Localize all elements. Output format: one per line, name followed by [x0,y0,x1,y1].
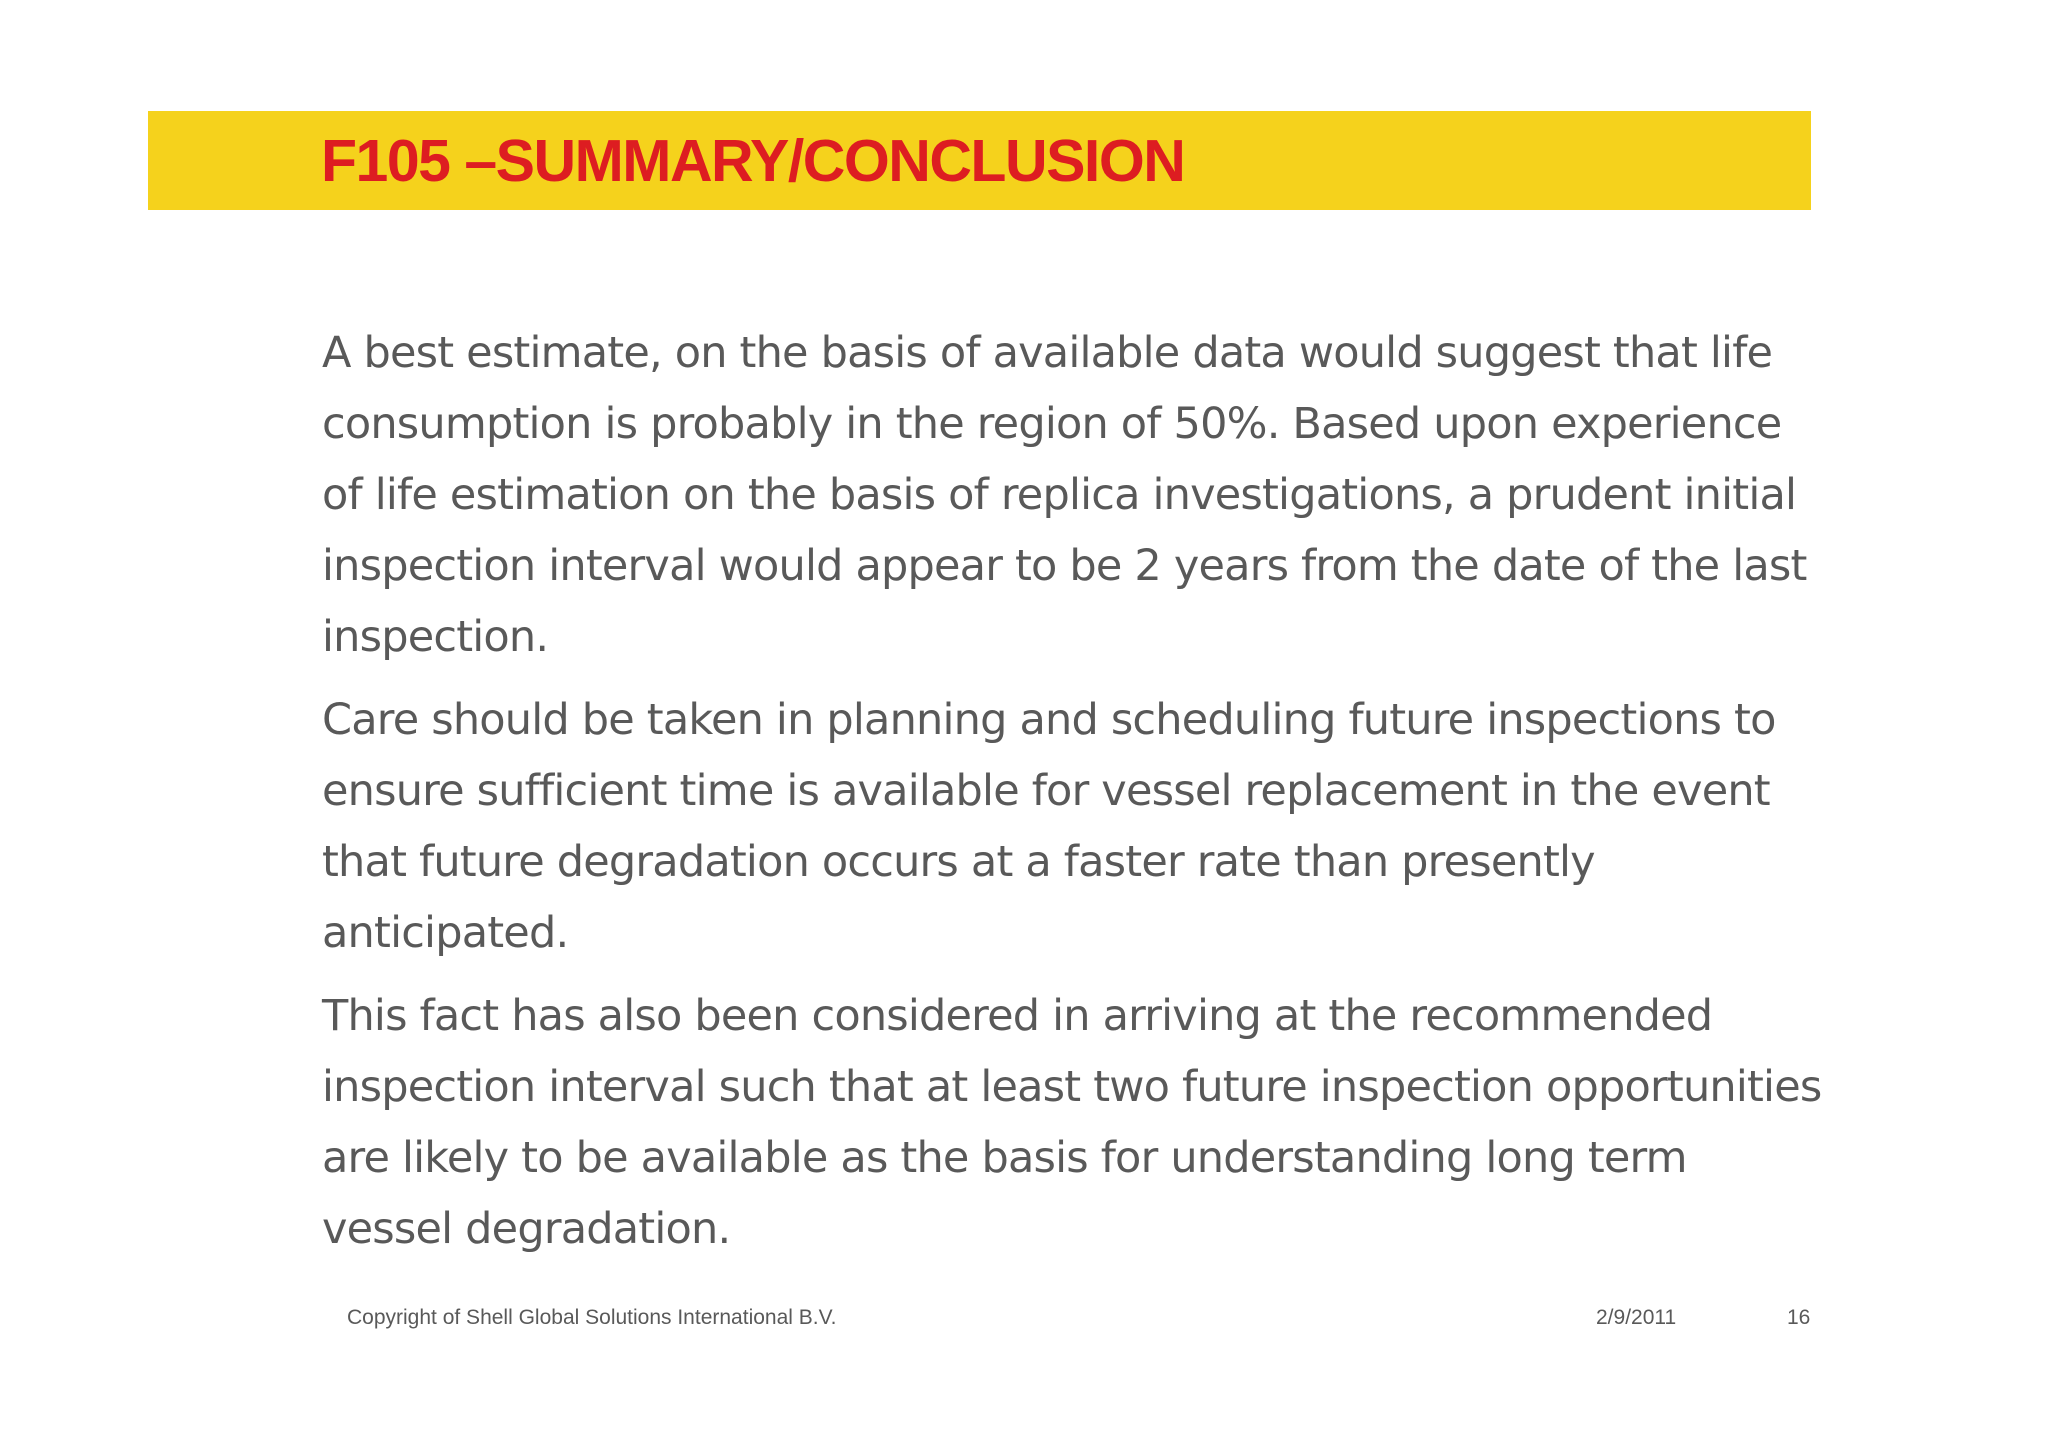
paragraph-inspection-interval: This fact has also been considered in arriving at the recommended inspection interval such that at least two future inspection opportunities are likely to be available as the basis for understanding long term vessel degradation. [322,991,1822,1254]
paragraph-planning-care: Care should be taken in planning and scheduling future inspections to ensure sufficient time is available for vessel replacement in the event that future degradation occurs at a faster rate than presently anticipated. [322,695,1776,958]
paragraph-life-estimate: A best estimate, on the basis of available data would suggest that life consumption is probably in the region of 50%. Based upon experience of life estimation on the basis of replica investigations, a prudent initial inspection interval would appear to be 2 years from the date of the last inspection. [322,328,1807,662]
footer-date: 2/9/2011 [1596,1306,1677,1329]
title-bar [148,111,1811,210]
slide-title: F105 –SUMMARY/CONCLUSION [321,128,1185,194]
footer-copyright: Copyright of Shell Global Solutions International B.V. [347,1306,837,1329]
footer-page-number: 16 [1787,1306,1811,1329]
slide-body [322,318,1822,1277]
